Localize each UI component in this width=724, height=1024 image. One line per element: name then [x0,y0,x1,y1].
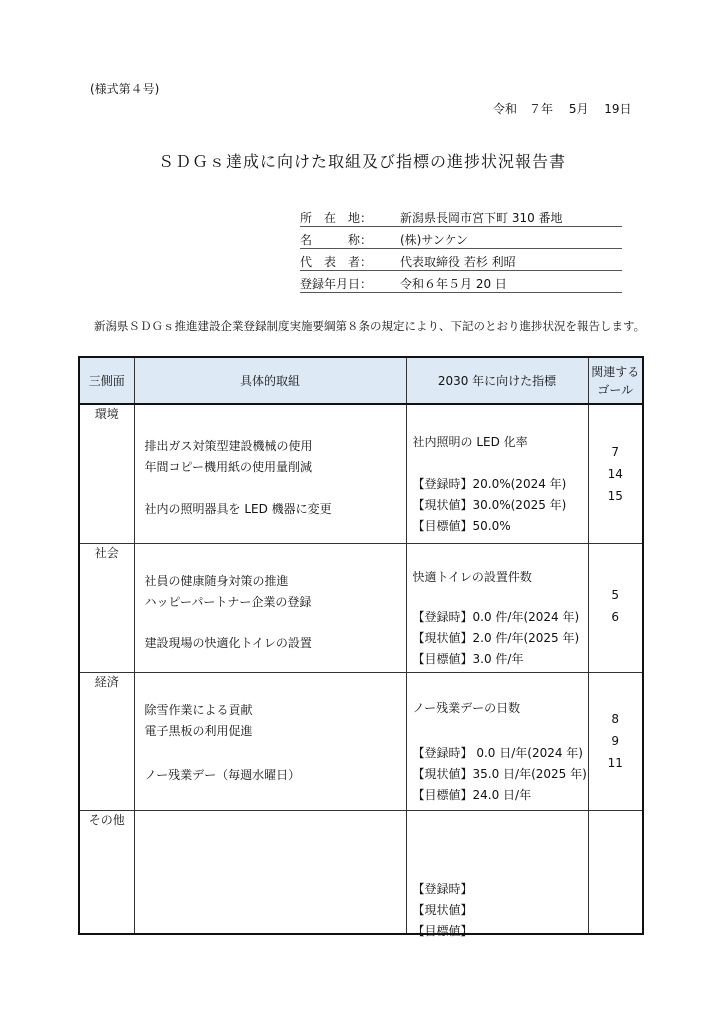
indicator-registration: 【登録時】20.0%(2024 年) [412,477,567,491]
action-item: 排出ガス対策型建設機械の使用 [144,439,313,453]
indicator-registration: 【登録時】 0.0 日/年(2024 年) [412,745,583,760]
form-number: (様式第４号) [90,82,160,96]
address-value: 新潟県長岡市宮下町 310 番地 [400,211,563,225]
progress-table [78,356,644,938]
header-goals [588,358,642,404]
indicator-current: 【現状値】30.0%(2025 年) [412,498,567,512]
action-item: 社員の健康随身対策の推進 [144,573,289,588]
indicator-target: 【目標値】 [412,923,473,938]
goal-number: 9 [611,733,620,748]
action-item: 建設現場の快適化トイレの設置 [144,635,312,650]
indicator-name: 社内照明の LED 化率 [412,435,528,449]
header-indicator: 2030 年に向けた指標 [406,358,588,404]
header-goals-line2: ゴール [597,382,634,397]
indicator-target: 【目標値】24.0 日/年 [412,787,532,802]
table-row-environment [80,404,642,543]
goals-cell [588,810,642,933]
registration-date-label: 登録年月日： [300,277,373,291]
indicator-registration: 【登録時】0.0 件/年(2024 年) [412,609,580,624]
header-actions: 具体的取組 [134,358,406,404]
goal-number: 8 [611,711,620,726]
action-item: ノー残業デー（毎週水曜日） [144,767,301,782]
action-item: 年間コピー機用紙の使用量削減 [144,460,313,474]
action-item: 社内の照明器具を LED 機器に変更 [144,502,332,516]
actions-cell [134,543,406,672]
info-row-name [300,227,622,249]
goals-cell [588,543,642,672]
report-date: 令和 ７年 5月 19日 [493,102,632,116]
indicator-current: 【現状値】2.0 件/年(2025 年) [412,630,580,645]
goal-number: 6 [611,609,620,624]
aspect-cell: 社会 [80,543,134,672]
indicator-cell [406,810,588,938]
indicator-cell [406,543,588,672]
action-item: 除雪作業による貢献 [144,702,253,717]
goal-number: 14 [607,467,623,481]
indicator-cell [406,672,588,810]
name-label: 名 称： [300,233,373,247]
registration-date-value: 令和６年５月 20 日 [400,277,507,291]
representative-value: 代表取締役 若杉 利昭 [400,255,516,269]
indicator-name: ノー残業デーの日数 [412,700,521,715]
actions-cell [134,404,406,543]
table-row-society [80,543,642,672]
actions-cell [134,672,406,810]
goal-number: 15 [607,489,623,503]
goal-number: 7 [611,445,620,459]
action-item: 電子黒板の利用促進 [144,723,253,738]
aspect-cell: 経済 [80,672,134,810]
info-row-address [300,205,622,227]
goals-cell [588,404,642,543]
indicator-cell [406,404,588,543]
indicator-current: 【現状値】 [412,902,473,917]
action-item: ハッピーパートナー企業の登録 [144,594,312,609]
header-aspect: 三側面 [80,358,134,404]
goal-number: 11 [607,755,623,770]
table-row-other [80,810,642,933]
indicator-current: 【現状値】35.0 日/年(2025 年) [412,766,587,781]
aspect-cell: 環境 [80,404,134,543]
intro-text: 新潟県ＳＤＧｓ推進建設企業登録制度実施要綱第８条の規定により、下記のとおり進捗状況を報告します。 [94,319,646,333]
indicator-target: 【目標値】50.0% [412,519,511,533]
indicator-name: 快適トイレの設置件数 [412,569,532,584]
indicator-target: 【目標値】3.0 件/年 [412,651,524,666]
indicator-registration: 【登録時】 [412,881,473,896]
table-header-row [80,358,642,404]
info-row-registration-date [300,271,622,293]
table-row-economy [80,672,642,810]
goal-number: 5 [611,587,620,602]
info-row-representative [300,249,622,271]
actions-cell [134,810,406,933]
address-label: 所 在 地： [300,211,373,225]
name-value: (株)サンケン [400,233,468,247]
representative-label: 代 表 者： [300,255,373,269]
document-title: ＳＤＧｓ達成に向けた取組及び指標の進捗状況報告書 [157,152,566,171]
header-goals-line1: 関連する [591,364,640,379]
goals-cell [588,672,642,810]
aspect-cell: その他 [80,810,134,933]
